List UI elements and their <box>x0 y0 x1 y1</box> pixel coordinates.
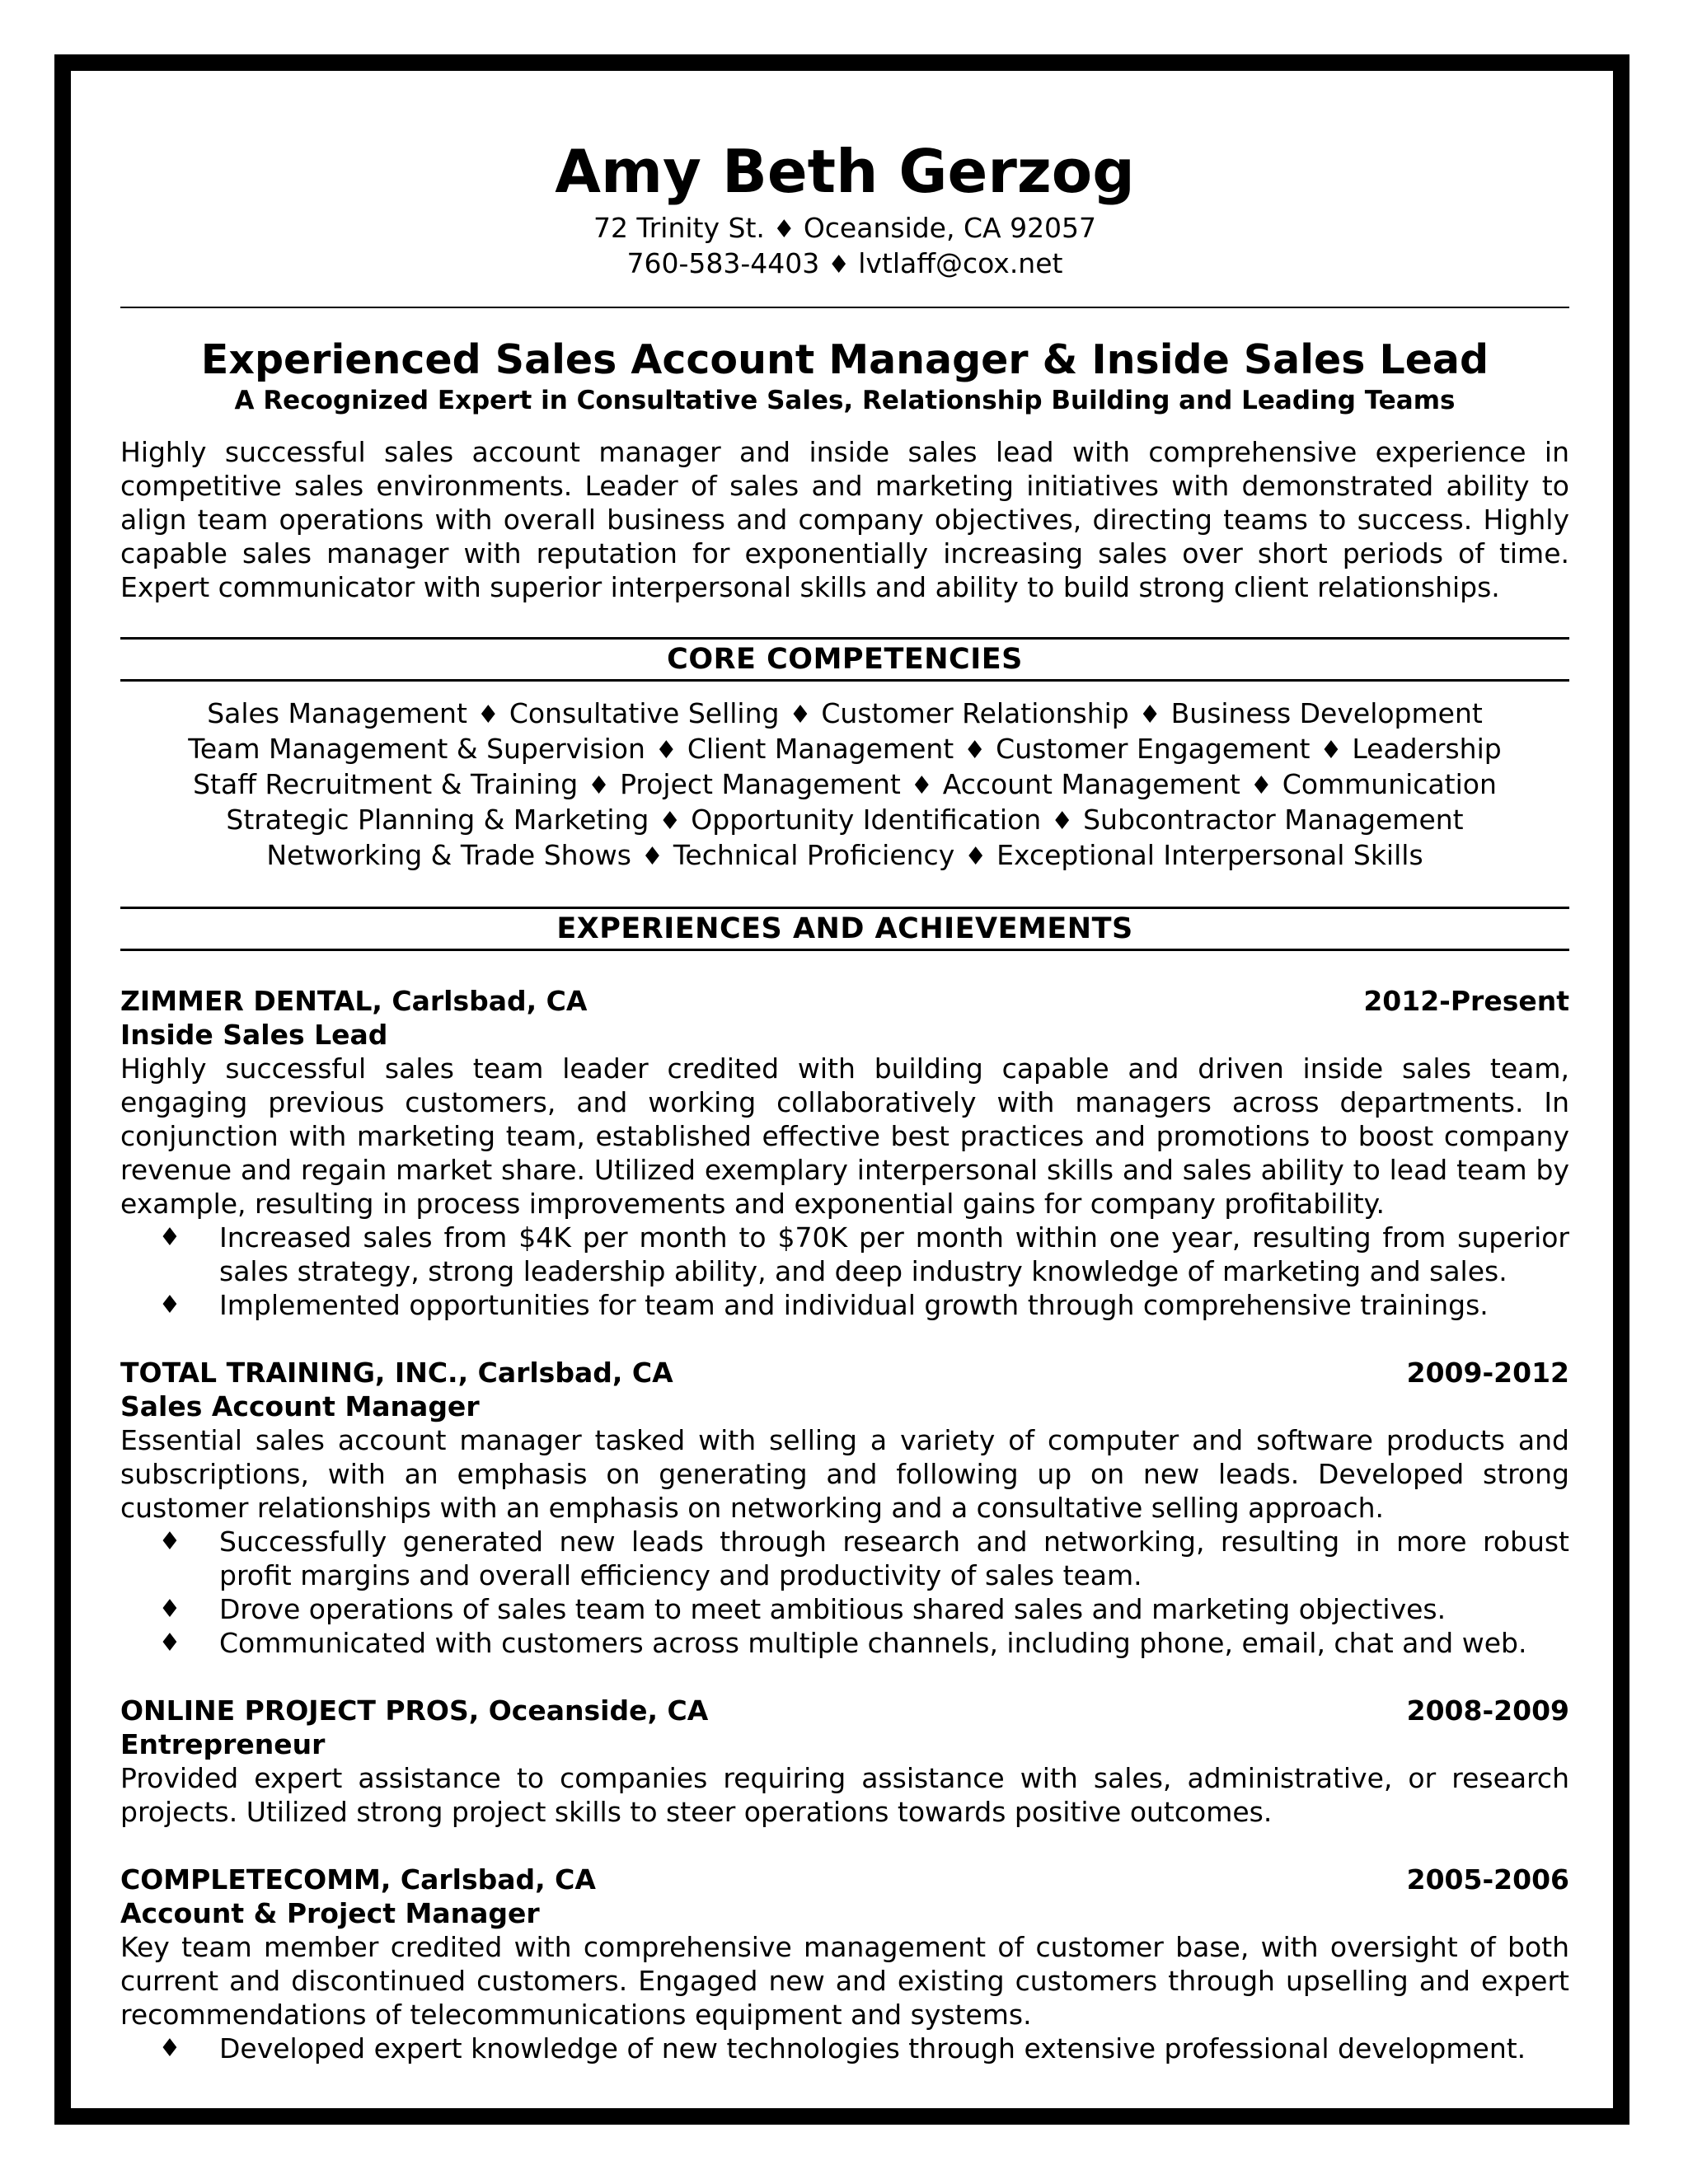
job-entry <box>120 1863 1569 2065</box>
competency-item: Strategic Planning & Marketing <box>226 804 649 836</box>
competency-item: Sales Management <box>207 697 467 729</box>
job-company: ZIMMER DENTAL, Carlsbad, CA <box>120 985 588 1017</box>
diamond-separator-icon: ♦ <box>789 701 812 729</box>
diamond-bullet-icon: ♦ <box>158 1223 181 1252</box>
address-street: 72 Trinity St. <box>593 212 765 244</box>
diamond-separator-icon: ♦ <box>659 807 682 836</box>
achievement-text: Communicated with customers across multiple channels, including phone, email, chat and web. <box>219 1627 1527 1659</box>
diamond-separator-icon: ♦ <box>1138 701 1161 729</box>
achievement-item <box>120 1626 1569 1660</box>
header-divider <box>120 307 1569 308</box>
job-title: Sales Account Manager <box>120 1390 480 1422</box>
achievement-item <box>120 1221 1569 1288</box>
job-company: TOTAL TRAINING, INC., Carlsbad, CA <box>120 1357 673 1389</box>
competency-item: Communication <box>1282 768 1497 800</box>
competency-item: Customer Engagement <box>996 733 1311 765</box>
competency-item: Business Development <box>1170 697 1483 729</box>
diamond-separator-icon: ♦ <box>964 736 987 765</box>
achievement-item <box>120 1288 1569 1322</box>
job-entry <box>120 1356 1569 1660</box>
competency-item: Customer Relationship <box>821 697 1129 729</box>
competency-item: Exceptional Interpersonal Skills <box>996 839 1423 871</box>
email-address: lvtlaff@cox.net <box>858 247 1063 279</box>
job-description: Provided expert assistance to companies requiring assistance with sales, administrative, or research projects. Utilized strong project skills to steer operations towards positive outcomes. <box>120 1762 1569 1828</box>
profile-summary: Highly successful sales account manager and inside sales lead with comprehensive experience in competitive sales environments. Leader of sales and marketing initiatives with demonstrated ability to align team operations with overall business and company objectives, directing teams to success. Highly capable sales manager with reputation for exponentially increasing sales over short periods of time. Expert communicator with superior interpersonal skills and ability to build strong client relationships. <box>120 436 1569 603</box>
diamond-bullet-icon: ♦ <box>158 1629 181 1657</box>
competency-item: Team Management & Supervision <box>188 733 645 765</box>
diamond-separator-icon: ♦ <box>1051 807 1074 836</box>
achievement-item <box>120 2032 1569 2065</box>
job-company: ONLINE PROJECT PROS, Oceanside, CA <box>120 1694 709 1727</box>
job-title: Entrepreneur <box>120 1728 326 1760</box>
achievement-text: Implemented opportunities for team and individual growth through comprehensive trainings. <box>219 1289 1489 1321</box>
diamond-separator-icon: ♦ <box>910 771 933 800</box>
diamond-separator-icon: ♦ <box>828 251 851 279</box>
diamond-bullet-icon: ♦ <box>158 2034 181 2063</box>
experience-list <box>120 984 1569 2065</box>
resume-body <box>120 132 1569 2099</box>
achievement-text: Successfully generated new leads through research and networking, resulting in more robust profit margins and overall efficiency and productivity of sales team. <box>219 1526 1569 1591</box>
diamond-separator-icon: ♦ <box>1250 771 1273 800</box>
competency-row <box>120 696 1569 732</box>
diamond-bullet-icon: ♦ <box>158 1527 181 1556</box>
professional-subheadline: A Recognized Expert in Consultative Sales, Relationship Building and Leading Teams <box>234 386 1456 415</box>
address-city: Oceanside, CA 92057 <box>803 212 1097 244</box>
competency-row <box>120 767 1569 803</box>
experience-heading: EXPERIENCES AND ACHIEVEMENTS <box>120 907 1569 951</box>
diamond-separator-icon: ♦ <box>1320 736 1343 765</box>
competency-row <box>120 838 1569 874</box>
competency-row <box>120 803 1569 838</box>
achievement-list <box>120 1525 1569 1660</box>
competency-item: Staff Recruitment & Training <box>193 768 579 800</box>
job-header <box>120 1863 1569 1896</box>
job-dates: 2009-2012 <box>1406 1357 1569 1389</box>
diamond-separator-icon: ♦ <box>640 842 663 871</box>
competency-item: Subcontractor Management <box>1083 804 1464 836</box>
diamond-separator-icon: ♦ <box>476 701 499 729</box>
job-entry <box>120 1694 1569 1829</box>
diamond-separator-icon: ♦ <box>588 771 611 800</box>
job-dates: 2005-2006 <box>1406 1863 1569 1896</box>
competency-item: Account Management <box>942 768 1240 800</box>
competency-row <box>120 732 1569 767</box>
achievement-list <box>120 1221 1569 1322</box>
diamond-separator-icon: ♦ <box>772 215 795 244</box>
competencies-list <box>120 696 1569 874</box>
competency-item: Networking & Trade Shows <box>266 839 631 871</box>
competency-item: Technical Proficiency <box>673 839 955 871</box>
job-dates: 2012-Present <box>1363 985 1569 1017</box>
diamond-bullet-icon: ♦ <box>158 1291 181 1319</box>
achievement-item <box>120 1592 1569 1626</box>
job-description: Highly successful sales team leader credited with building capable and driven inside sales team, engaging previous customers, and working collaboratively with managers across departments. In conjunction with marketing team, established effective best practices and promotions to boost company revenue and regain market share. Utilized exemplary interpersonal skills and sales ability to lead team by example, resulting in process improvements and exponential gains for company profitability. <box>120 1052 1569 1220</box>
achievement-text: Developed expert knowledge of new technologies through extensive professional development. <box>219 2032 1526 2064</box>
professional-headline: Experienced Sales Account Manager & Inside Sales Lead <box>200 336 1489 383</box>
job-title: Inside Sales Lead <box>120 1019 388 1051</box>
job-header <box>120 1356 1569 1390</box>
job-description: Key team member credited with comprehensive management of customer base, with oversight of both current and discontinued customers. Engaged new and existing customers through upselling and expert recommendations of telecommunications equipment and systems. <box>120 1931 1569 2031</box>
phone-email-line <box>120 246 1569 282</box>
achievement-list <box>120 2032 1569 2065</box>
job-dates: 2008-2009 <box>1406 1694 1569 1727</box>
job-header <box>120 1694 1569 1727</box>
job-description: Essential sales account manager tasked with selling a variety of computer and software products and subscriptions, with an emphasis on generating and following up on new leads. Developed strong customer relationships with an emphasis on networking and a consultative selling approach. <box>120 1424 1569 1524</box>
competency-item: Leadership <box>1352 733 1502 765</box>
diamond-bullet-icon: ♦ <box>158 1595 181 1624</box>
competency-item: Client Management <box>687 733 954 765</box>
competency-item: Consultative Selling <box>509 697 780 729</box>
achievement-text: Increased sales from $4K per month to $70K per month within one year, resulting from superior sales strategy, strong leadership ability, and deep industry knowledge of marketing and sales. <box>219 1221 1569 1287</box>
diamond-separator-icon: ♦ <box>964 842 987 871</box>
phone-number: 760-583-4403 <box>626 247 820 279</box>
job-entry <box>120 984 1569 1322</box>
achievement-item <box>120 1525 1569 1592</box>
diamond-separator-icon: ♦ <box>654 736 678 765</box>
core-competencies-heading: CORE COMPETENCIES <box>120 637 1569 682</box>
address-line <box>120 211 1569 246</box>
job-header <box>120 984 1569 1018</box>
competency-item: Opportunity Identification <box>691 804 1042 836</box>
competency-item: Project Management <box>620 768 901 800</box>
achievement-text: Drove operations of sales team to meet ambitious shared sales and marketing objectives. <box>219 1593 1447 1625</box>
candidate-name: Amy Beth Gerzog <box>555 137 1135 206</box>
job-title: Account & Project Manager <box>120 1897 540 1929</box>
job-company: COMPLETECOMM, Carlsbad, CA <box>120 1863 596 1896</box>
